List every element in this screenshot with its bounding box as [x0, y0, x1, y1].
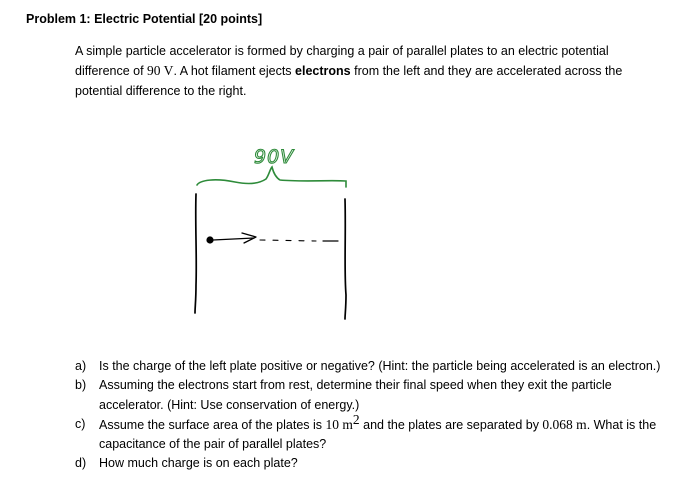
- green-wire: [197, 167, 346, 187]
- intro-text-3: from the left and they are accelerated across the potential difference to the right.: [75, 64, 623, 98]
- question-a: [75, 357, 665, 376]
- question-d: [75, 454, 665, 473]
- electrons-bold: electrons: [295, 64, 351, 78]
- question-b: [75, 376, 665, 415]
- intro-text-2: . A hot filament ejects: [173, 64, 296, 78]
- separation-value: 0.068 m: [542, 416, 587, 432]
- problem-intro: [75, 41, 645, 101]
- question-a-text: Is the charge of the left plate positive or negative? (Hint: the particle being accelerated is an electron.): [99, 359, 661, 373]
- right-plate: [345, 199, 346, 319]
- question-d-marker: d): [75, 456, 87, 471]
- question-c-text-2: and the plates are separated by: [359, 417, 543, 432]
- problem-title: Problem 1: Electric Potential [20 points]: [26, 12, 263, 26]
- question-list: [75, 357, 665, 474]
- arrow-shaft: [213, 238, 254, 240]
- accelerator-sketch: [180, 135, 370, 325]
- question-d-text: How much charge is on each plate?: [99, 456, 298, 471]
- question-b-text: Assuming the electrons start from rest, determine their final speed when they exit the particle accelerator. (Hint: Use conservation of energy.): [99, 378, 612, 412]
- area-exponent: 2: [352, 411, 360, 427]
- question-c: [75, 411, 665, 455]
- intro-text-1: A simple particle accelerator is formed by charging a pair of parallel plates to an electric potential difference of: [75, 44, 609, 78]
- area-value: 10 m: [325, 416, 353, 432]
- question-c-marker: c): [75, 416, 86, 431]
- left-plate: [195, 194, 196, 313]
- dashed-path: [260, 240, 316, 241]
- question-c-text-1: Assume the surface area of the plates is: [99, 417, 326, 432]
- voltage-label: 90V: [254, 146, 295, 168]
- voltage-value: 90 V: [147, 63, 174, 78]
- question-a-marker: a): [75, 359, 87, 373]
- question-c-text-3: . What is the capacitance of the pair of parallel plates?: [99, 417, 657, 452]
- question-b-marker: b): [75, 378, 87, 393]
